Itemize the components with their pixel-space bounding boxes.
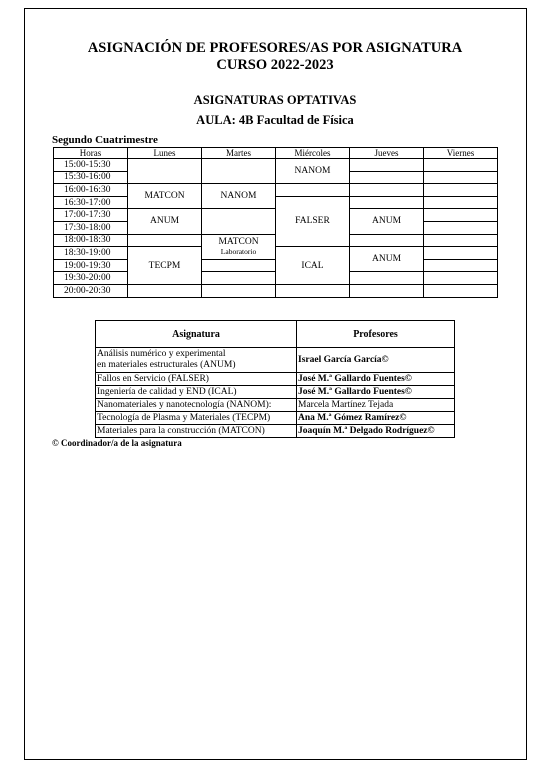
subject-block-anum: ANUM <box>350 247 424 272</box>
table-row <box>96 425 455 438</box>
table-row <box>96 373 455 386</box>
empty-slot <box>424 259 498 272</box>
subject-block-matcon: MATCON <box>128 184 202 209</box>
col-header-wednesday: Miércoles <box>276 148 350 159</box>
empty-slot <box>350 184 424 197</box>
col-header-professors: Profesores <box>297 321 455 348</box>
empty-slot <box>350 234 424 247</box>
empty-slot <box>424 184 498 197</box>
professors-header-row <box>96 321 455 348</box>
table-row <box>96 412 455 425</box>
time-row <box>54 159 498 172</box>
subject-block-anum: ANUM <box>128 209 202 234</box>
subject-block-matcon-lab <box>202 234 276 259</box>
time-row <box>54 184 498 197</box>
professor-cell: Marcela Martínez Tejada <box>297 399 455 412</box>
empty-slot <box>424 196 498 209</box>
classroom-label: AULA: 4B Facultad de Física <box>196 113 354 127</box>
empty-slot <box>424 171 498 184</box>
professor-cell: José M.ª Gallardo Fuentes© <box>297 386 455 399</box>
coordinator-footnote: © Coordinador/a de la asignatura <box>52 438 182 448</box>
empty-slot <box>202 259 276 272</box>
document-title: ASIGNACIÓN DE PROFESORES/AS POR ASIGNATURA <box>87 40 463 56</box>
subject-name: MATCON <box>218 237 259 248</box>
col-header-friday: Viernes <box>424 148 498 159</box>
subject-block-nanom: NANOM <box>276 159 350 184</box>
time-label: 15:00-15:30 <box>54 159 128 172</box>
empty-slot <box>424 272 498 285</box>
time-label: 20:00-20:30 <box>54 284 128 297</box>
empty-slot <box>424 221 498 234</box>
table-row <box>96 386 455 399</box>
empty-slot <box>276 284 350 297</box>
empty-slot <box>128 159 202 184</box>
col-header-subject: Asignatura <box>96 321 297 348</box>
subject-line: Análisis numérico y experimental <box>97 349 226 359</box>
empty-slot <box>350 272 424 285</box>
col-header-hours: Horas <box>54 148 128 159</box>
subject-cell: Fallos en Servicio (FALSER) <box>96 373 297 386</box>
subject-block-ical: ICAL <box>276 247 350 285</box>
semester-label: Segundo Cuatrimestre <box>52 134 158 146</box>
subject-line: en materiales estructurales (ANUM) <box>97 360 236 370</box>
professor-cell: Joaquín M.ª Delgado Rodríguez© <box>297 425 455 438</box>
time-label: 19:00-19:30 <box>54 259 128 272</box>
col-header-tuesday: Martes <box>202 148 276 159</box>
time-label: 19:30-20:00 <box>54 272 128 285</box>
empty-slot <box>276 184 350 197</box>
time-label: 18:30-19:00 <box>54 247 128 260</box>
subject-cell: Ingeniería de calidad y END (ICAL) <box>96 386 297 399</box>
subject-block-tecpm: TECPM <box>128 247 202 285</box>
col-header-thursday: Jueves <box>350 148 424 159</box>
lab-note: Laboratorio <box>220 247 257 257</box>
empty-slot <box>202 209 276 234</box>
professors-table <box>95 320 455 438</box>
empty-slot <box>202 159 276 184</box>
schedule-table <box>53 147 498 298</box>
time-label: 17:00-17:30 <box>54 209 128 222</box>
academic-year: CURSO 2022-2023 <box>216 57 334 73</box>
time-label: 18:00-18:30 <box>54 234 128 247</box>
empty-slot <box>128 234 202 247</box>
professor-cell: José M.ª Gallardo Fuentes© <box>297 373 455 386</box>
time-row <box>54 284 498 297</box>
empty-slot <box>424 234 498 247</box>
professor-cell: Ana M.ª Gómez Ramírez© <box>297 412 455 425</box>
subject-cell: Nanomateriales y nanotecnología (NANOM): <box>96 399 297 412</box>
empty-slot <box>128 284 202 297</box>
professor-cell: Israel García García© <box>297 348 455 373</box>
time-label: 16:00-16:30 <box>54 184 128 197</box>
time-row <box>54 196 498 209</box>
time-label: 15:30-16:00 <box>54 171 128 184</box>
time-label: 17:30-18:00 <box>54 221 128 234</box>
col-header-monday: Lunes <box>128 148 202 159</box>
empty-slot <box>424 159 498 172</box>
subject-block-anum: ANUM <box>350 209 424 234</box>
subject-cell: Tecnología de Plasma y Materiales (TECPM) <box>96 412 297 425</box>
empty-slot <box>350 196 424 209</box>
schedule-header-row <box>54 148 498 159</box>
empty-slot <box>350 159 424 172</box>
table-row <box>96 399 455 412</box>
subject-cell <box>96 348 297 373</box>
empty-slot <box>424 247 498 260</box>
time-row <box>54 247 498 260</box>
time-label: 16:30-17:00 <box>54 196 128 209</box>
subject-block-falser: FALSER <box>276 196 350 246</box>
empty-slot <box>350 171 424 184</box>
subject-cell: Materiales para la construcción (MATCON) <box>96 425 297 438</box>
empty-slot <box>424 284 498 297</box>
empty-slot <box>350 284 424 297</box>
empty-slot <box>202 284 276 297</box>
empty-slot <box>424 209 498 222</box>
section-subtitle: ASIGNATURAS OPTATIVAS <box>193 93 357 107</box>
subject-block-nanom: NANOM <box>202 184 276 209</box>
empty-slot <box>202 272 276 285</box>
table-row <box>96 348 455 373</box>
